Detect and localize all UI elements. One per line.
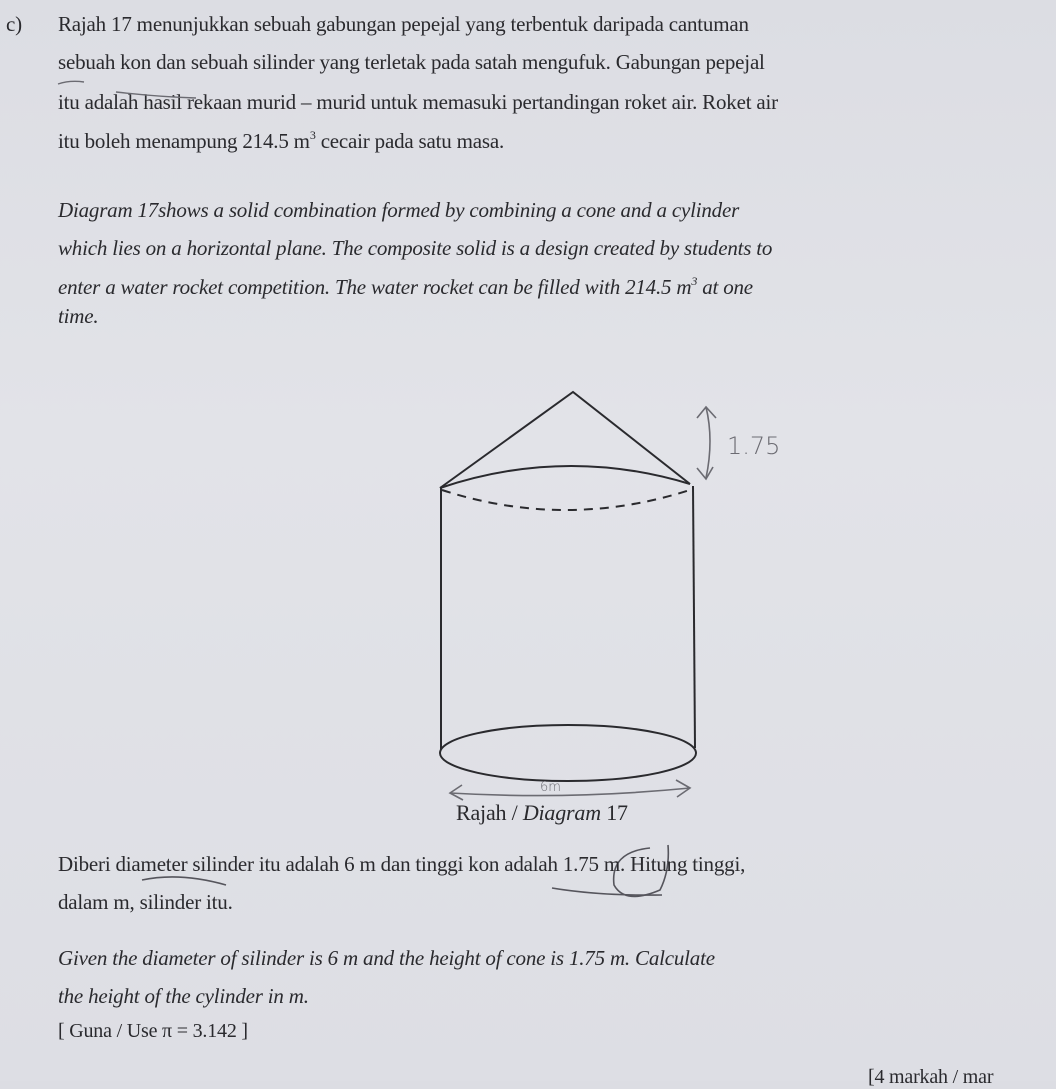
english-line-4: time. [58,304,99,328]
marks-label: [4 markah / mar [868,1066,994,1088]
caption-malay: Rajah / [456,800,523,825]
given-english-line-2: the height of the cylinder in m. [58,984,309,1008]
malay-line-4-end: cecair pada satu masa. [315,129,505,153]
malay-line-1: Rajah 17 menunjukkan sebuah gabungan pepejal yang terbentuk daripada cantuman [58,12,749,36]
malay-line-3: itu adalah hasil rekaan murid – murid untuk memasuki pertandingan roket air. Roket air [58,90,778,114]
english-line-3-text: enter a water rocket competition. The water rocket can be filled with 214.5 m [58,275,692,299]
question-label: c) [6,12,22,36]
pi-instruction: [ Guna / Use π = 3.142 ] [58,1020,248,1042]
english-line-3-end: at one [697,275,753,299]
given-malay-line-1: Diberi diameter silinder itu adalah 6 m dan tinggi kon adalah 1.75 m. Hitung tinggi, [58,852,746,876]
malay-line-2: sebuah kon dan sebuah silinder yang terletak pada satah mengufuk. Gabungan pepejal [58,50,765,74]
english-line-1: Diagram 17shows a solid combination formed by combining a cone and a cylinder [58,198,740,222]
diagram-caption [456,800,628,826]
english-line-2: which lies on a horizontal plane. The composite solid is a design created by students to [58,236,773,260]
volume-superscript: 3 [309,128,316,142]
caption-english: Diagram [522,800,601,825]
caption-number: 17 [600,800,628,825]
given-english-line-1: Given the diameter of silinder is 6 m and the height of cone is 1.75 m. Calculate [58,946,715,970]
given-malay-line-2: dalam m, silinder itu. [58,890,233,914]
malay-line-4-text: itu boleh menampung 214.5 m [58,129,310,153]
volume-superscript-en: 3 [691,274,698,288]
cone-height-annotation: 1.75 [727,432,781,460]
diameter-annotation: 6m [540,780,561,795]
